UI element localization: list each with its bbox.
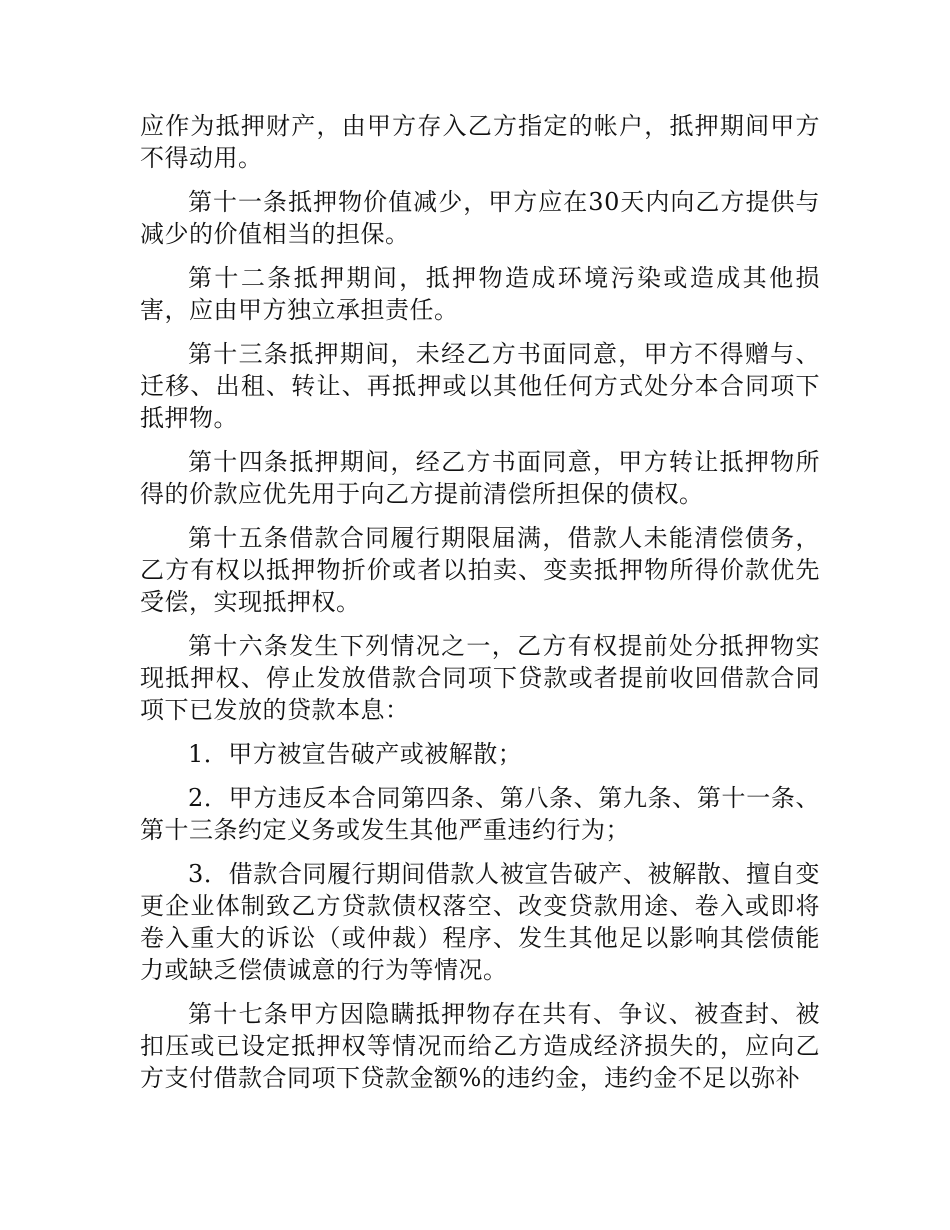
article-11: 第十一条抵押物价值减少，甲方应在30天内向乙方提供与减少的价值相当的担保。 bbox=[140, 188, 820, 248]
article-16-item-1: 1．甲方被宣告破产或被解散； bbox=[188, 740, 523, 768]
article-16-item-3: 3．借款合同履行期间借款人被宣告破产、被解散、擅自变更企业体制致乙方贷款债权落空、改变贷款用途、卷入或即将卷入重大的诉讼（或仲裁）程序、发生其他足以影响其偿债能力或缺乏偿债诚意的行为等情况。 bbox=[140, 860, 820, 984]
article-15: 第十五条借款合同履行期限届满，借款人未能清偿债务，乙方有权以抵押物折价或者以拍卖、变卖抵押物所得价款优先受偿，实现抵押权。 bbox=[140, 524, 820, 616]
article-17: 第十七条甲方因隐瞒抵押物存在共有、争议、被查封、被扣压或已设定抵押权等情况而给乙方造成经济损失的，应向乙方支付借款合同项下贷款金额%的违约金，违约金不足以弥补 bbox=[140, 1000, 820, 1092]
article-14: 第十四条抵押期间，经乙方书面同意，甲方转让抵押物所得的价款应优先用于向乙方提前清偿所担保的债权。 bbox=[140, 448, 820, 508]
document-body bbox=[140, 110, 820, 1106]
article-12: 第十二条抵押期间，抵押物造成环境污染或造成其他损害，应由甲方独立承担责任。 bbox=[140, 264, 820, 324]
article-16-item-2: 2．甲方违反本合同第四条、第八条、第九条、第十一条、第十三条约定义务或发生其他严重违约行为； bbox=[140, 784, 820, 844]
paragraph-continuation: 应作为抵押财产，由甲方存入乙方指定的帐户，抵押期间甲方不得动用。 bbox=[140, 112, 820, 172]
article-13: 第十三条抵押期间，未经乙方书面同意，甲方不得赠与、迁移、出租、转让、再抵押或以其他任何方式处分本合同项下抵押物。 bbox=[140, 340, 820, 432]
article-16: 第十六条发生下列情况之一，乙方有权提前处分抵押物实现抵押权、停止发放借款合同项下贷款或者提前收回借款合同项下已发放的贷款本息： bbox=[140, 632, 820, 724]
